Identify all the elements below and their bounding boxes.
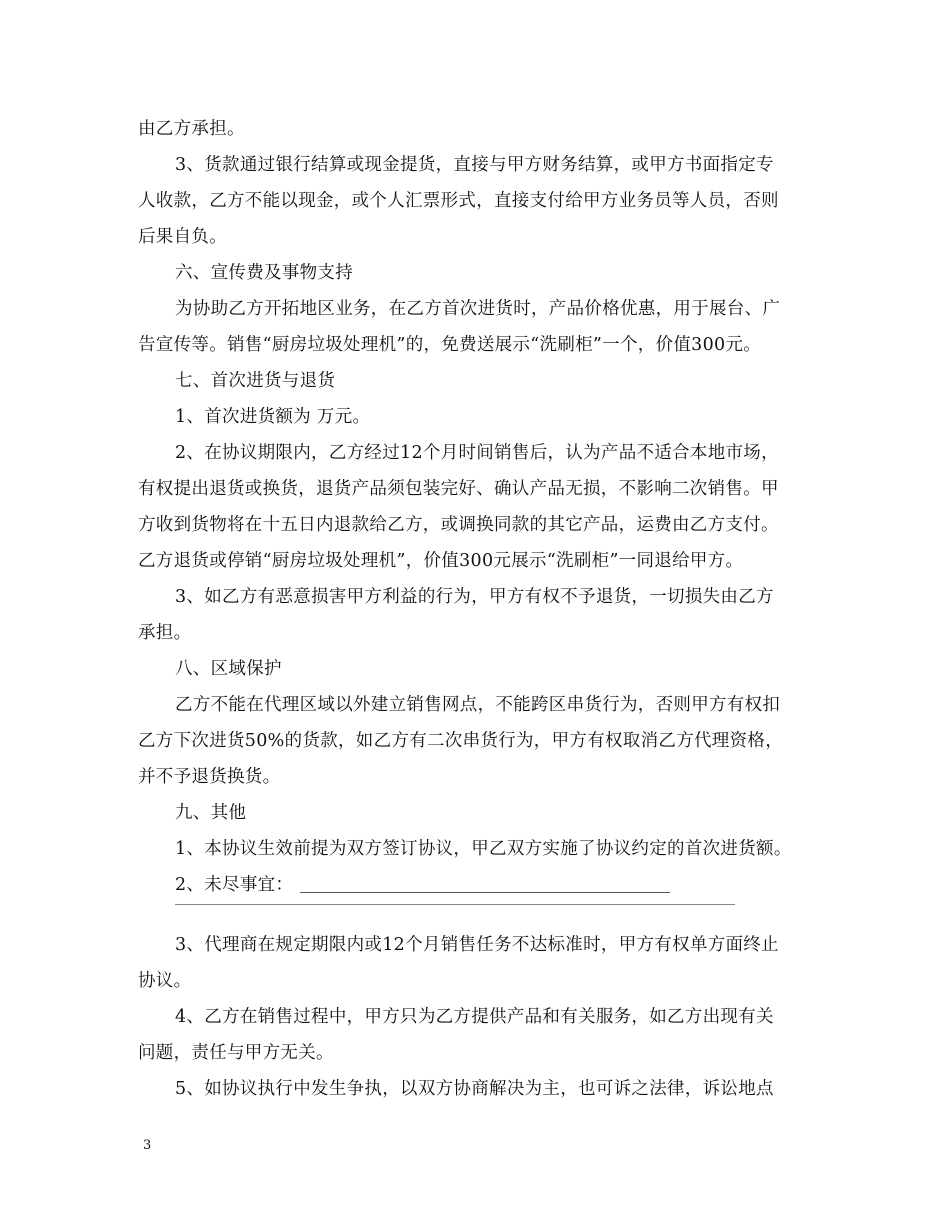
text-line: 5、如协议执行中发生争执，以双方协商解决为主，也可诉之法律，诉讼地点 — [175, 1079, 774, 1099]
text-line: 1、本协议生效前提为双方签订协议，甲乙双方实施了协议约定的首次进货额。 — [175, 839, 792, 859]
section-heading: 九、其他 — [175, 803, 247, 823]
text-line: 方收到货物将在十五日内退款给乙方，或调换同款的其它产品，运费由乙方支付。 — [138, 515, 779, 535]
section-heading: 八、区域保护 — [175, 659, 282, 679]
blank-fill-line — [175, 904, 735, 905]
text-line: 人收款，乙方不能以现金，或个人汇票形式，直接支付给甲方业务员等人员，否则 — [138, 191, 779, 211]
text-line: 有权提出退货或换货，退货产品须包装完好、确认产品无损，不影响二次销售。甲 — [138, 479, 779, 499]
text-line: 1、首次进货额为 万元。 — [175, 407, 371, 427]
text-line: 并不予退货换货。 — [138, 767, 281, 787]
text-line: 告宣传等。销售“厨房垃圾处理机”的，免费送展示“洗刷柜”一个，价值300元。 — [138, 335, 762, 355]
text-line: 为协助乙方开拓地区业务，在乙方首次进货时，产品价格优惠，用于展台、广 — [175, 299, 781, 319]
text-line: 问题，责任与甲方无关。 — [138, 1043, 334, 1063]
section-heading: 六、宣传费及事物支持 — [175, 263, 353, 283]
text-line: 承担。 — [138, 623, 192, 643]
text-line: 3、货款通过银行结算或现金提货，直接与甲方财务结算，或甲方书面指定专 — [175, 155, 774, 175]
blank-fill-line — [300, 892, 670, 893]
text-line: 乙方退货或停销“厨房垃圾处理机”，价值300元展示“洗刷柜”一同退给甲方。 — [138, 551, 744, 571]
text-line: 4、乙方在销售过程中，甲方只为乙方提供产品和有关服务，如乙方出现有关 — [175, 1007, 774, 1027]
page-number: 3 — [143, 1138, 152, 1153]
text-line: 3、如乙方有恶意损害甲方利益的行为，甲方有权不予退货，一切损失由乙方 — [175, 587, 774, 607]
text-line: 乙方下次进货50%的货款，如乙方有二次串货行为，甲方有权取消乙方代理资格， — [138, 731, 783, 751]
text-line: 2、未尽事宜： — [175, 875, 294, 895]
text-line: 乙方不能在代理区域以外建立销售网点，不能跨区串货行为，否则甲方有权扣 — [175, 695, 781, 715]
section-heading: 七、首次进货与退货 — [175, 371, 336, 391]
text-line: 协议。 — [138, 971, 192, 991]
text-line: 后果自负。 — [138, 227, 227, 247]
text-line: 2、在协议期限内，乙方经过12个月时间销售后，认为产品不适合本地市场， — [175, 443, 779, 463]
text-line: 由乙方承担。 — [138, 119, 245, 139]
text-line: 3、代理商在规定期限内或12个月销售任务不达标准时，甲方有权单方面终止 — [175, 935, 779, 955]
